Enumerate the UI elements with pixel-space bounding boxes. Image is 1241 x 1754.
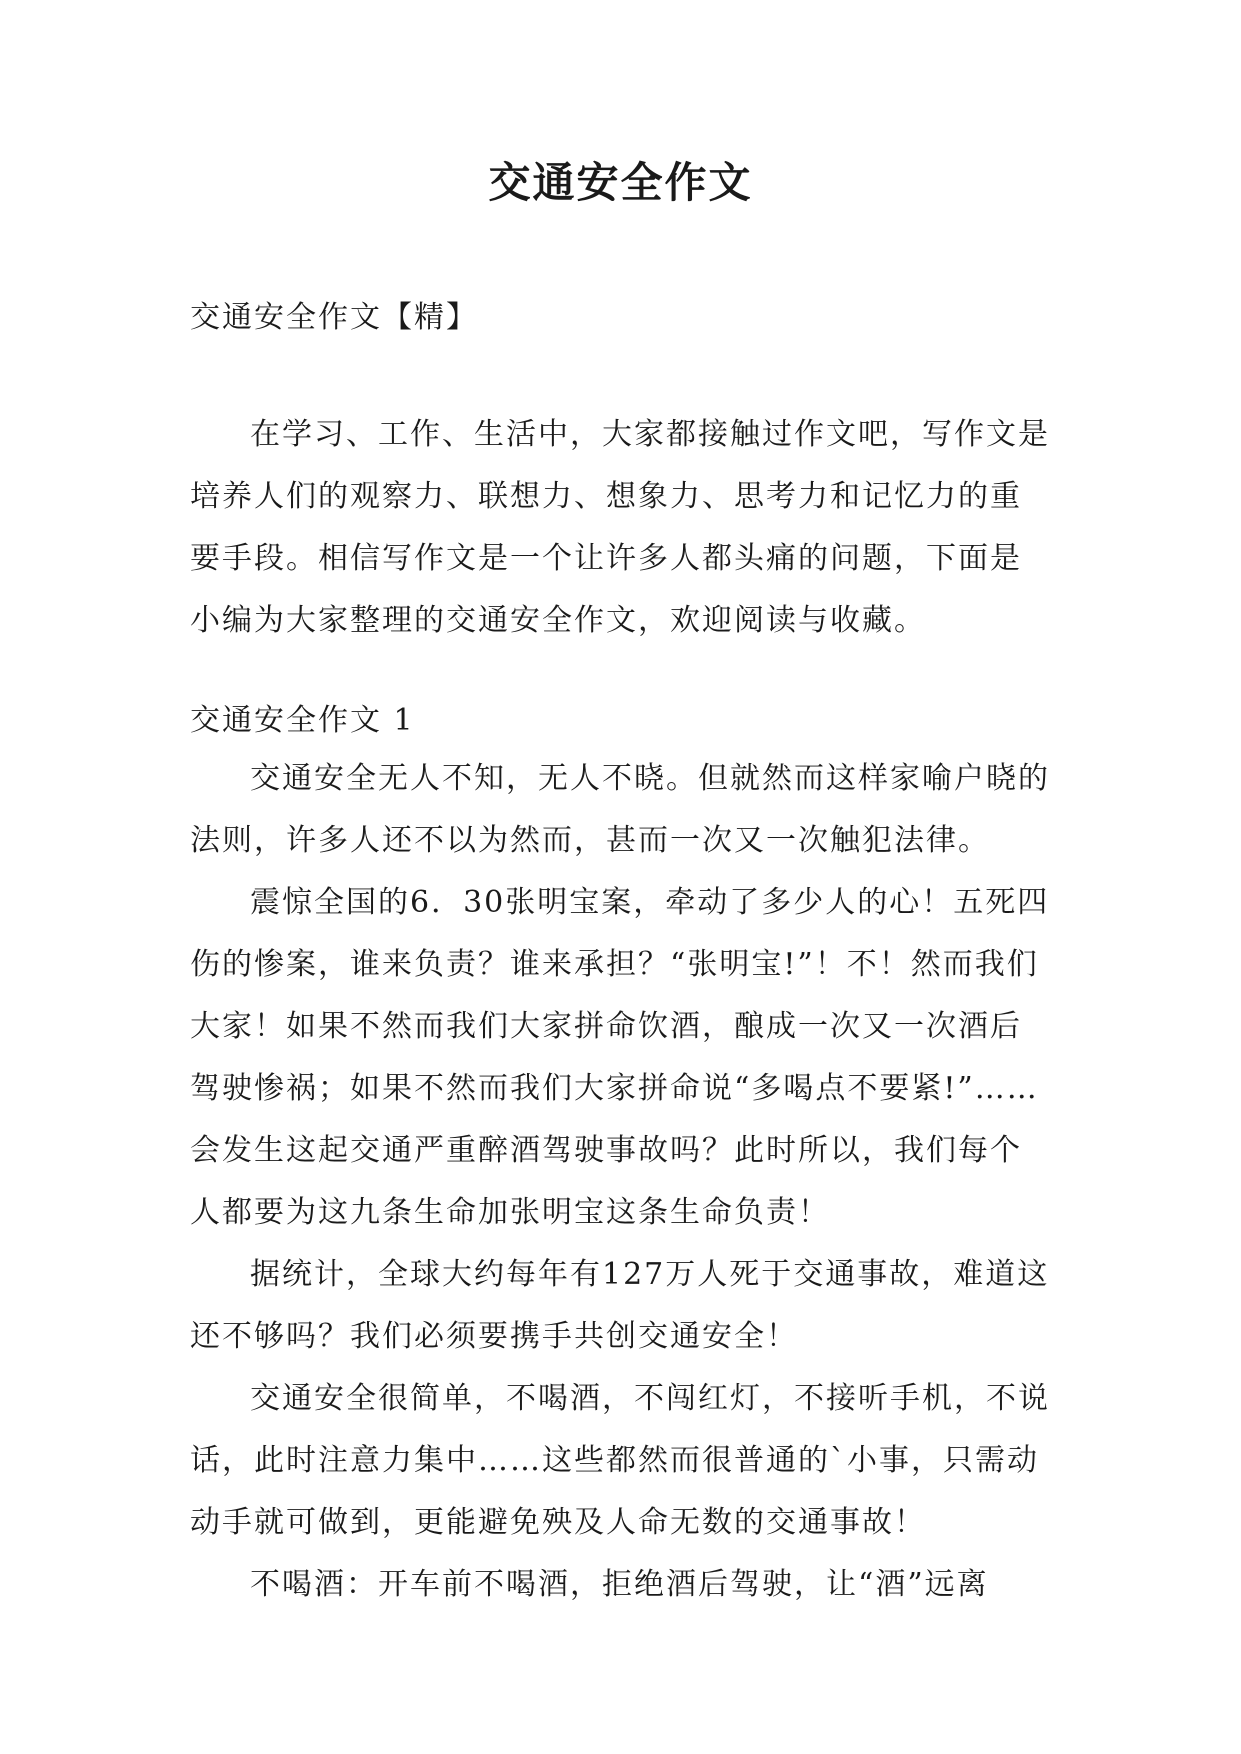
section-heading: 交通安全作文 1 bbox=[190, 703, 415, 738]
body-paragraph: 震惊全国的6．30张明宝案，牵动了多少人的心！五死四伤的惨案，谁来负责？谁来承担？“张明宝!”！不！然而我们大家！如果不然而我们大家拼命饮酒，酿成一次又一次酒后驾驶惨祸；如果不然而我们大家拼命说“多喝点不要紧!”……会发生这起交通严重醉酒驾驶事故吗？此时所以，我们每个人都要为这九条生命加张明宝这条生命负责！ bbox=[190, 885, 1050, 1230]
document-title: 交通安全作文 bbox=[488, 158, 753, 207]
intro-paragraph: 在学习、工作、生活中，大家都接触过作文吧，写作文是培养人们的观察力、联想力、想象力、思考力和记忆力的重要手段。相信写作文是一个让许多人都头痛的问题，下面是小编为大家整理的交通安全作文，欢迎阅读与收藏。 bbox=[190, 417, 1050, 638]
body-paragraph: 交通安全很简单，不喝酒，不闯红灯，不接听手机，不说话，此时注意力集中……这些都然而很普通的`小事，只需动动手就可做到，更能避免殃及人命无数的交通事故！ bbox=[190, 1381, 1050, 1540]
body-paragraph: 据统计，全球大约每年有127万人死于交通事故，难道这还不够吗？我们必须要携手共创交通安全！ bbox=[190, 1257, 1050, 1354]
body-paragraph: 交通安全无人不知，无人不晓。但就然而这样家喻户晓的法则，许多人还不以为然而，甚而一次又一次触犯法律。 bbox=[190, 761, 1050, 858]
section-body bbox=[190, 748, 1050, 1616]
body-paragraph: 不喝酒：开车前不喝酒，拒绝酒后驾驶，让“酒”远离 bbox=[250, 1567, 989, 1602]
document-subtitle: 交通安全作文【精】 bbox=[190, 300, 478, 335]
